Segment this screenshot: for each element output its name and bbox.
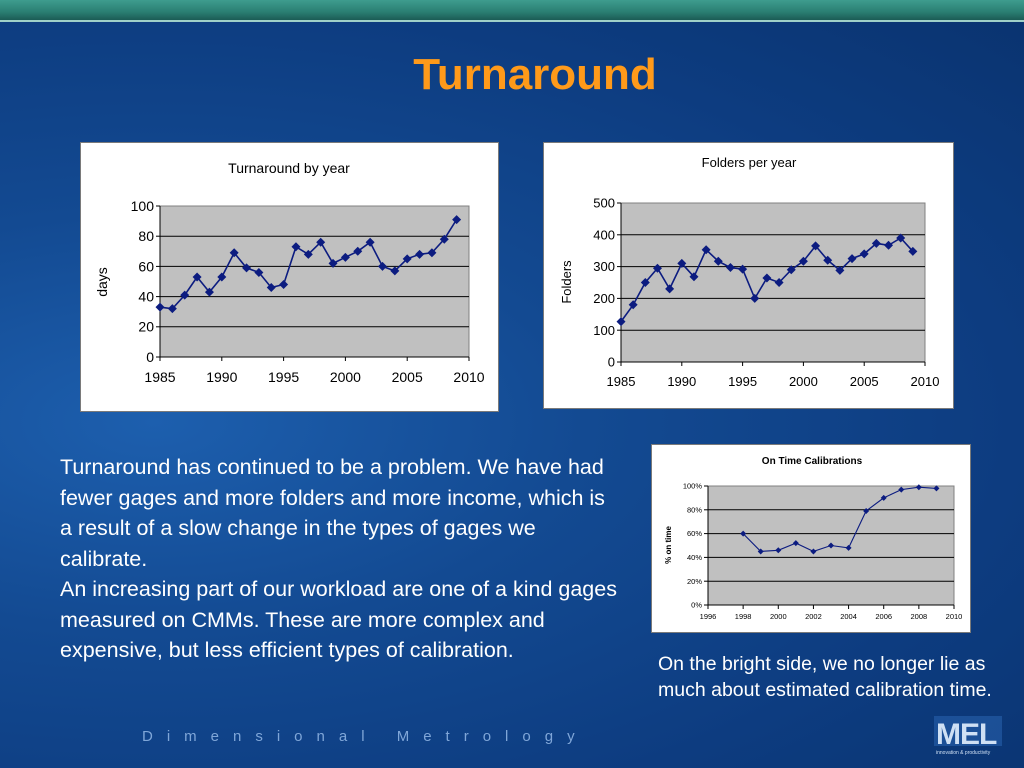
chart-title: Folders per year (701, 155, 797, 170)
x-tick-label: 2005 (849, 374, 879, 389)
y-tick-label: 200 (593, 290, 615, 306)
y-tick-label: 80 (138, 228, 154, 245)
footer-dimensional-metrology: Dimensional Metrology (142, 728, 589, 745)
turnaround-chart (80, 142, 499, 412)
y-tick-label: 100 (130, 197, 154, 214)
y-axis-label: % on time (664, 526, 673, 564)
x-tick-label: 2005 (391, 369, 423, 385)
y-tick-label: 100 (593, 322, 615, 338)
x-tick-label: 1990 (206, 369, 238, 385)
y-axis-label: days (94, 267, 110, 297)
y-tick-label: 60% (686, 529, 702, 539)
y-tick-label: 40% (686, 553, 702, 563)
mel-logo-icon (932, 714, 1004, 758)
x-tick-label: 2006 (875, 612, 893, 621)
x-tick-label: 1995 (268, 369, 300, 385)
x-tick-label: 1995 (728, 374, 758, 389)
top-accent-bar (0, 0, 1024, 20)
y-tick-label: 20 (138, 318, 154, 335)
x-tick-label: 1996 (699, 612, 717, 621)
y-tick-label: 400 (593, 227, 615, 243)
on-time-chart-svg (652, 445, 970, 632)
body-paragraph: An increasing part of our workload are one of a kind gages measured on CMMs. These are more complex and expensive, but less efficient types of calibration. (60, 577, 617, 662)
plot-area (160, 206, 469, 357)
x-tick-label: 1985 (144, 369, 176, 385)
y-tick-label: 40 (138, 288, 154, 305)
y-tick-label: 0% (691, 600, 702, 610)
logo-text: MEL (936, 718, 997, 751)
x-tick-label: 2000 (788, 374, 818, 389)
y-tick-label: 20% (686, 576, 702, 586)
chart-title: On Time Calibrations (761, 456, 863, 467)
x-tick-label: 2010 (910, 374, 940, 389)
x-tick-label: 1990 (667, 374, 697, 389)
on-time-chart (651, 444, 971, 633)
y-tick-label: 300 (593, 259, 615, 275)
y-tick-label: 500 (593, 195, 615, 211)
x-tick-label: 2004 (840, 612, 857, 621)
folders-chart-svg (544, 143, 953, 408)
logo-tagline: innovation & productivity (936, 750, 991, 756)
x-tick-label: 2010 (453, 369, 485, 385)
body-text (60, 452, 620, 666)
x-tick-label: 1998 (734, 612, 752, 621)
mel-logo (932, 714, 1004, 758)
y-tick-label: 60 (138, 258, 154, 275)
turnaround-chart-svg (81, 143, 498, 411)
x-tick-label: 2000 (329, 369, 361, 385)
y-tick-label: 100% (682, 481, 702, 491)
x-tick-label: 2000 (769, 612, 787, 621)
chart-title: Turnaround by year (228, 160, 350, 176)
y-tick-label: 0 (146, 348, 154, 365)
body-paragraph: Turnaround has continued to be a problem. We have had fewer gages and more folders and more income, which is a result of a slow change in the types of gages we calibrate. (60, 455, 605, 571)
y-tick-label: 0 (607, 354, 615, 370)
top-accent-line (0, 20, 1024, 22)
slide-title: Turnaround (413, 50, 657, 99)
x-tick-label: 2002 (805, 612, 822, 621)
y-tick-label: 80% (686, 505, 702, 515)
y-axis-label: Folders (559, 260, 574, 304)
folders-chart (543, 142, 954, 409)
x-tick-label: 2010 (945, 612, 963, 621)
x-tick-label: 1985 (606, 374, 636, 389)
x-tick-label: 2008 (910, 612, 928, 621)
bright-side-note: On the bright side, we no longer lie as much about estimated calibration time. (658, 653, 992, 701)
